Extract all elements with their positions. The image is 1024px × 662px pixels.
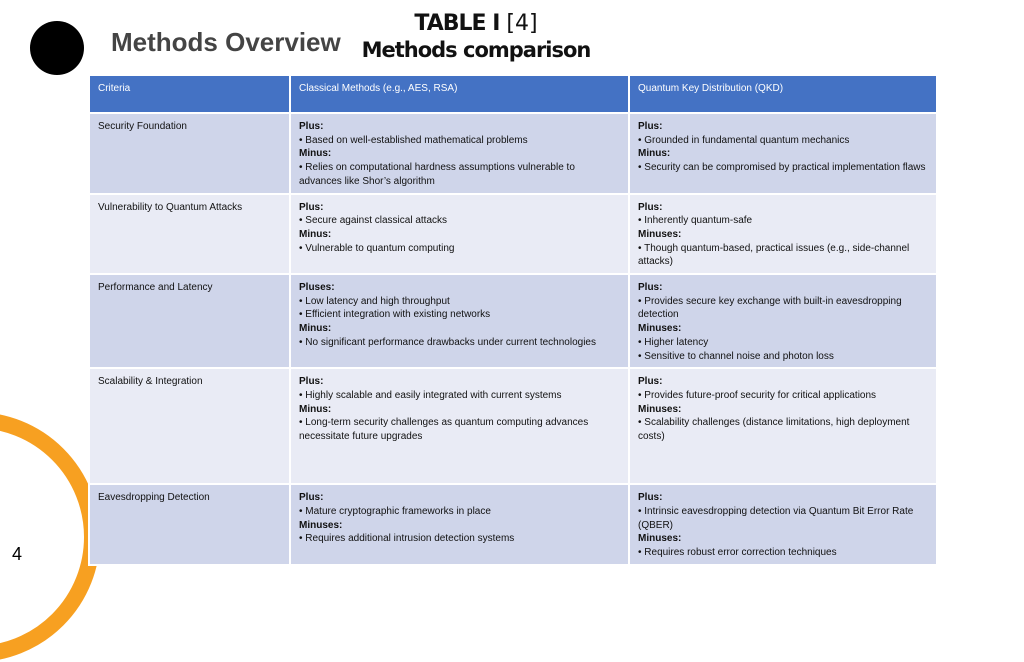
- minus-item: • Long-term security challenges as quantum computing advances necessitate future upgrades: [299, 417, 589, 443]
- table-header-row: [89, 75, 937, 113]
- qkd-cell: [629, 113, 937, 194]
- plus-item: • Low latency and high throughput: [299, 295, 450, 307]
- plus-label: Plus:: [299, 376, 324, 388]
- table-row: [89, 194, 937, 275]
- plus-label: Plus:: [638, 376, 663, 388]
- plus-item: • Provides secure key exchange with built-in eavesdropping detection: [638, 295, 902, 321]
- header-classical: Classical Methods (e.g., AES, RSA): [290, 75, 629, 113]
- plus-label: Plus:: [638, 282, 663, 294]
- table-subtitle: Methods comparison: [361, 38, 591, 62]
- minus-label: Minuses:: [638, 403, 682, 415]
- plus-label: Pluses:: [299, 282, 335, 294]
- minus-label: Minus:: [299, 403, 332, 415]
- table-label: TABLE I: [414, 11, 500, 36]
- table-row: [89, 274, 937, 368]
- criteria-cell: Vulnerability to Quantum Attacks: [89, 194, 290, 275]
- minus-label: Minuses:: [638, 228, 682, 240]
- page-number: 4: [12, 544, 23, 564]
- table-row: [89, 368, 937, 484]
- criteria-cell: Performance and Latency: [89, 274, 290, 368]
- plus-item: • Mature cryptographic frameworks in place: [299, 505, 491, 517]
- qkd-cell: [629, 484, 937, 565]
- slide-title: Methods Overview: [111, 27, 341, 57]
- plus-item: • Efficient integration with existing networks: [299, 309, 491, 321]
- minus-item: • Requires robust error correction techniques: [638, 547, 837, 559]
- qkd-cell: [629, 274, 937, 368]
- plus-item: • Secure against classical attacks: [299, 215, 448, 227]
- decorative-orange-arc: [0, 412, 100, 662]
- classical-cell: [290, 194, 629, 275]
- criteria-cell: Scalability & Integration: [89, 368, 290, 484]
- minus-item: • Scalability challenges (distance limitations, high deployment costs): [638, 417, 910, 443]
- minus-label: Minus:: [299, 228, 332, 240]
- classical-cell: [290, 484, 629, 565]
- plus-item: • Based on well-established mathematical problems: [299, 134, 528, 146]
- minus-item: • Vulnerable to quantum computing: [299, 242, 455, 254]
- minus-label: Minuses:: [638, 323, 682, 335]
- comparison-table: [88, 74, 938, 566]
- table-row: [89, 484, 937, 565]
- classical-cell: [290, 274, 629, 368]
- minus-item: • No significant performance drawbacks under current technologies: [299, 336, 596, 348]
- table-body: [89, 113, 937, 565]
- plus-item: • Grounded in fundamental quantum mechanics: [638, 134, 850, 146]
- table-caption-heading: [356, 11, 596, 37]
- table-row: [89, 113, 937, 194]
- plus-item: • Highly scalable and easily integrated with current systems: [299, 389, 562, 401]
- qkd-cell: [629, 194, 937, 275]
- table-caption: [356, 11, 596, 63]
- minus-item: • Requires additional intrusion detection systems: [299, 533, 515, 545]
- plus-label: Plus:: [299, 121, 324, 132]
- plus-label: Plus:: [638, 121, 663, 132]
- header-criteria: Criteria: [89, 75, 290, 113]
- plus-item: • Provides future-proof security for critical applications: [638, 389, 877, 401]
- header-qkd: Quantum Key Distribution (QKD): [629, 75, 937, 113]
- minus-label: Minuses:: [638, 533, 682, 545]
- plus-label: Plus:: [299, 201, 324, 213]
- plus-label: Plus:: [299, 492, 324, 504]
- minus-label: Minuses:: [299, 519, 343, 531]
- minus-label: Minus:: [638, 148, 671, 160]
- classical-cell: [290, 368, 629, 484]
- plus-label: Plus:: [638, 201, 663, 213]
- qkd-cell: [629, 368, 937, 484]
- table-reference: [4]: [506, 11, 538, 36]
- criteria-cell: Security Foundation: [89, 113, 290, 194]
- criteria-cell: Eavesdropping Detection: [89, 484, 290, 565]
- decorative-black-circle: [30, 21, 84, 75]
- classical-cell: [290, 113, 629, 194]
- plus-item: • Intrinsic eavesdropping detection via Quantum Bit Error Rate (QBER): [638, 505, 914, 531]
- minus-label: Minus:: [299, 148, 332, 160]
- minus-item: • Sensitive to channel noise and photon loss: [638, 350, 834, 362]
- minus-item: • Higher latency: [638, 336, 709, 348]
- minus-item: • Though quantum-based, practical issues (e.g., side-channel attacks): [638, 242, 910, 268]
- minus-item: • Security can be compromised by practical implementation flaws: [638, 162, 926, 174]
- minus-label: Minus:: [299, 323, 332, 335]
- plus-item: • Inherently quantum-safe: [638, 215, 753, 227]
- plus-label: Plus:: [638, 492, 663, 504]
- minus-item: • Relies on computational hardness assumptions vulnerable to advances like Shor’s algorithm: [299, 162, 575, 187]
